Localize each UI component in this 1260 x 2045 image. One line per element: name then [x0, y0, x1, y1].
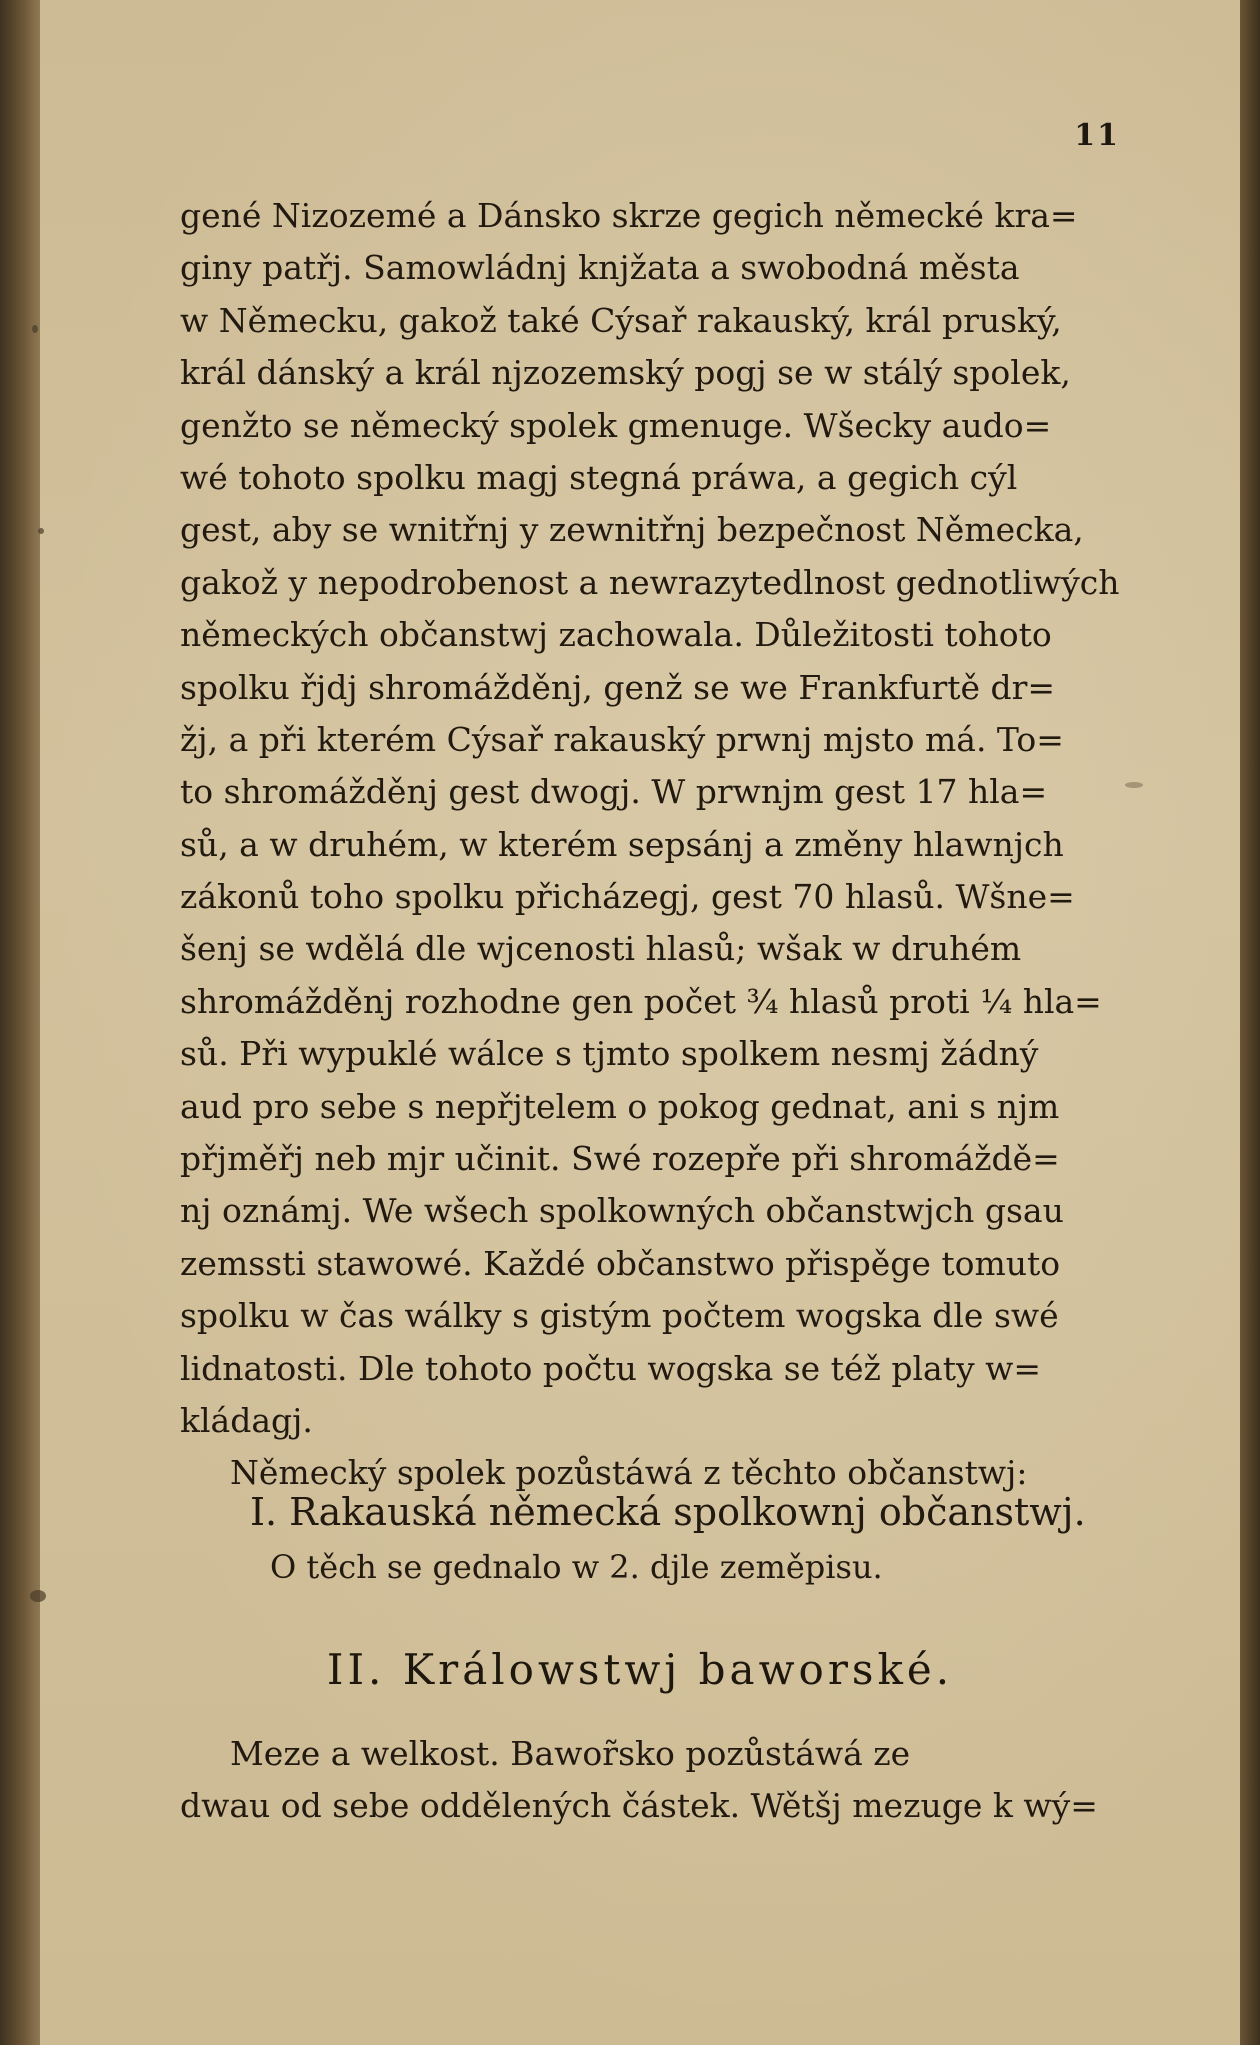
text-line: gené Nizozemé a Dánsko skrze gegich německé kra= [180, 196, 1078, 235]
text-line: spolku w čas wálky s gistým počtem wogska dle swé [180, 1296, 1059, 1336]
text-line: Meze a welkost. Bawor̃sko pozůstáwá ze [230, 1734, 911, 1773]
section-one-note: O těch se gednalo w 2. djle zeměpisu. [270, 1548, 883, 1586]
summary-line: Německý spolek pozůstáwá z těchto občanstwj: [230, 1453, 1028, 1493]
text-line: nj oznámj. We wšech spolkowných občanstwjch gsau [180, 1191, 1064, 1231]
section-two-title: II. Králowstwj baworské. [326, 1645, 954, 1694]
text-line: šenj se wdělá dle wjcenosti hlasů; wšak w druhém [180, 929, 1022, 969]
section-one-title: I. Rakauská německá spolkownj občanstwj. [250, 1490, 1086, 1534]
text-line: žj, a při kterém Cýsař rakauský prwnj mjsto má. To= [180, 719, 1064, 759]
text-line: w Německu, gakož také Cýsař rakauský, král pruský, [180, 300, 1062, 340]
text-line: přjměřj neb mjr učinit. Swé rozepře při shromáždě= [180, 1139, 1060, 1179]
ink-spot [1125, 782, 1143, 788]
text-line: král dánský a král njzozemský pogj se w stálý spolek, [180, 353, 1071, 393]
text-line: gest, aby se wnitřnj y zewnitřnj bezpečnost Německa, [180, 510, 1084, 550]
text-line: giny patřj. Samowládnj knjžata a swobodná města [180, 248, 1020, 288]
page-number: 11 [1074, 118, 1120, 153]
body-paragraph [180, 190, 1125, 1500]
text-line: zemssti stawowé. Každé občanstwo přispěge tomuto [180, 1243, 1061, 1283]
text-line: genžto se německý spolek gmenuge. Wšecky audo= [180, 405, 1052, 445]
text-line: wé tohoto spolku magj stegná práwa, a gegich cýl [180, 457, 1018, 497]
text-line: německých občanstwj zachowala. Důležitosti tohoto [180, 615, 1052, 655]
ink-spot [32, 325, 38, 333]
text-line: sů. Při wypuklé wálce s tjmto spolkem nesmj žádný [180, 1034, 1039, 1074]
text-line: sů, a w druhém, w kterém sepsánj a změny hlawnjch [180, 824, 1064, 864]
page [40, 0, 1240, 2045]
ink-spot [30, 1590, 46, 1602]
text-line: zákonů toho spolku přicházegj, gest 70 hlasů. Wšne= [180, 877, 1075, 917]
text-line: gakož y nepodrobenost a newrazytedlnost gednotliwých [180, 562, 1120, 602]
section-two-paragraph [180, 1728, 1125, 1833]
text-line: to shromážděnj gest dwogj. W prwnjm gest 17 hla= [180, 772, 1048, 812]
text-line: dwau od sebe oddělených částek. Wětšj mezuge k wý= [180, 1786, 1098, 1826]
text-line: lidnatosti. Dle tohoto počtu wogska se též platy w= [180, 1348, 1041, 1388]
text-line: aud pro sebe s nepřjtelem o pokog gednat, ani s njm [180, 1086, 1060, 1126]
text-line: shromážděnj rozhodne gen počet ¾ hlasů proti ¼ hla= [180, 981, 1102, 1021]
text-line: kládagj. [180, 1400, 313, 1440]
ink-spot [38, 528, 44, 534]
text-line: spolku řjdj shromážděnj, genž se we Frankfurtě dr= [180, 667, 1056, 707]
